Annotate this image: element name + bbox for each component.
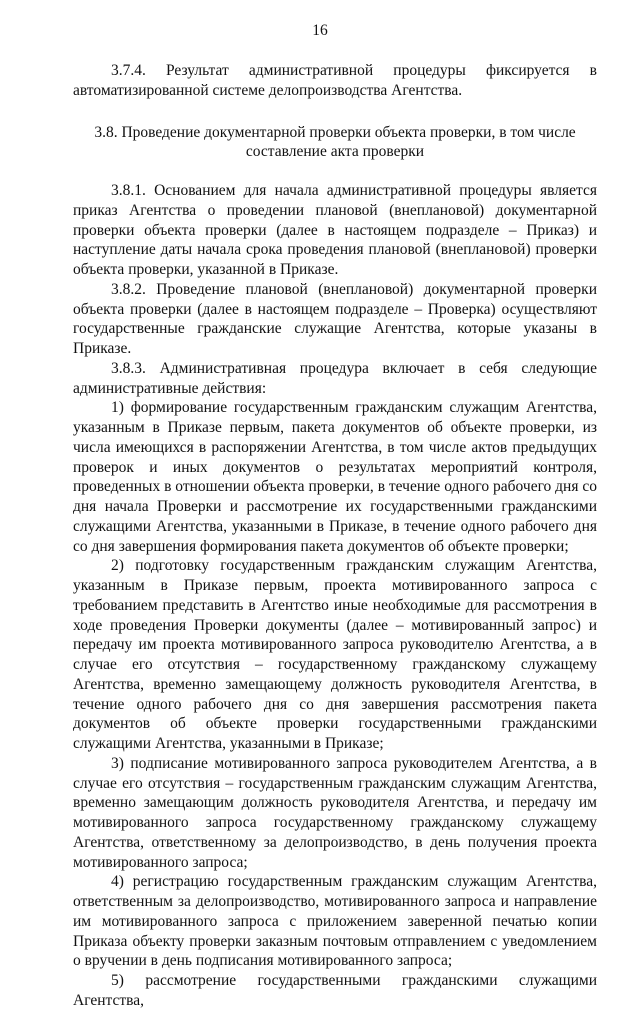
list-item-3: 3) подписание мотивированного запроса руководителем Агентства, а в случае его отсутствия – государственным гражданским служащим Агентства, временно замещающим должность руководителя Агентства, и передачу им мотивированного запроса государственному гражданскому служащему Агентства, ответственному за делопроизводство, в день получения проекта мотивированного запроса;: [73, 754, 597, 871]
document-body: [73, 61, 597, 1011]
paragraph-3-8-2: 3.8.2. Проведение плановой (внеплановой) документарной проверки объекта проверки (далее в настоящем подразделе – Проверка) осуществляют государственные гражданские служащие Агентства, которые указаны в Приказе.: [73, 280, 597, 357]
paragraph-3-8-1: 3.8.1. Основанием для начала административной процедуры является приказ Агентства о проведении плановой (внеплановой) документарной проверки объекта проверки (далее в настоящем подразделе – Приказ) и наступление даты начала срока проведения плановой (внеплановой) проверки объекта проверки, указанной в Приказе.: [73, 182, 597, 278]
list-item-2: 2) подготовку государственным гражданским служащим Агентства, указанным в Приказе первым, проекта мотивированного запроса с требованием представить в Агентство иные необходимые для рассмотрения в ходе проведения Проверки документы (далее – мотивированный запрос) и передачу им проекта мотивированного запроса руководителю Агентства, а в случае его отсутствия – государственному гражданскому служащему Агентства, временно замещающему должность руководителя Агентства, в течение одного рабочего дня со дня завершения рассмотрения пакета документов об объекте проверки государственными гражданскими служащими Агентства, указанными в Приказе;: [73, 557, 597, 752]
section-heading-3-8: 3.8. Проведение документарной проверки объекта проверки, в том числе составление акта проверки: [94, 123, 576, 161]
paragraph-3-7-4: 3.7.4. Результат административной процедуры фиксируется в автоматизированной системе делопроизводства Агентства.: [73, 62, 597, 99]
list-item-5: 5) рассмотрение государственными гражданскими служащими Агентства,: [73, 972, 597, 1009]
list-item-4: 4) регистрацию государственным гражданским служащим Агентства, ответственным за делопроизводство, мотивированного запроса и направление им мотивированного запроса с приложением заверенной печатью копии Приказа объекту проверки заказным почтовым отправлением с уведомлением о вручении в день подписания мотивированного запроса;: [73, 873, 597, 970]
page-number: 16: [312, 22, 328, 39]
list-item-1: 1) формирование государственным гражданским служащим Агентства, указанным в Приказе первым, пакета документов об объекте проверки, из числа имеющихся в распоряжении Агентства, в том числе актов предыдущих проверок и иных документов о результатах мероприятий контроля, проведенных в отношении объекта проверки, в течение одного рабочего дня со дня начала Проверки и рассмотрение их государственными гражданскими служащими Агентства, указанными в Приказе, в течение одного рабочего дня со дня завершения формирования пакета документов об объекте проверки;: [73, 399, 597, 555]
paragraph-3-8-3: 3.8.3. Административная процедура включает в себя следующие административные действия:: [73, 359, 597, 397]
